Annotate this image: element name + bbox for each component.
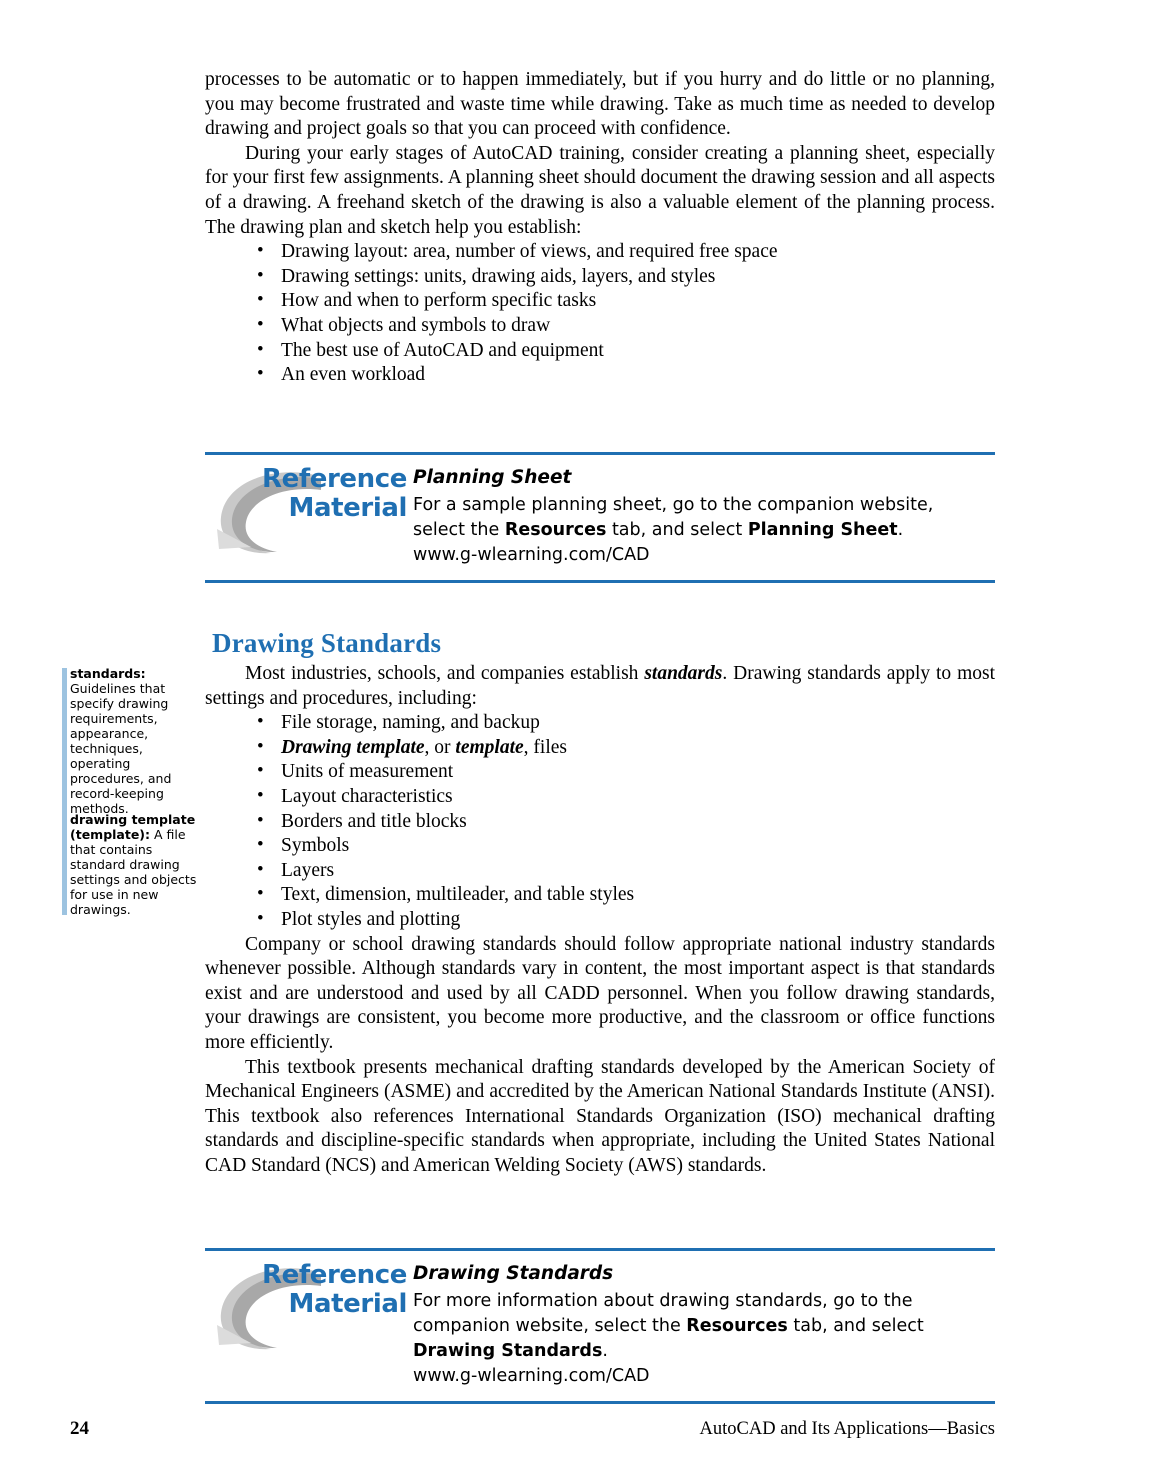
- glossary-term: standards:: [70, 666, 146, 681]
- resources-tab-label: Resources: [686, 1316, 788, 1336]
- list-item: • Layers: [205, 859, 995, 884]
- planning-bullet-list: [205, 240, 995, 388]
- list-item: • Text, dimension, multileader, and table styles: [205, 883, 995, 908]
- term-standards: standards: [644, 663, 723, 684]
- planning-sheet-label: Planning Sheet: [747, 520, 898, 540]
- text-run: select the: [413, 520, 505, 540]
- paragraph-intro-2: During your early stages of AutoCAD training, consider creating a planning sheet, especially for your first few assignments. A planning sheet should document the drawing session and all aspects of a drawing. A freehand sketch of the drawing is also a valuable element of the planning process. The drawing plan and sketch help you establish:: [205, 142, 995, 238]
- reference-material-badge: [211, 459, 407, 559]
- reference-box-title: Planning Sheet: [413, 467, 572, 488]
- glossary-term: drawing template (template):: [70, 812, 196, 842]
- resources-tab-label: Resources: [504, 520, 607, 540]
- list-item: • How and when to perform specific tasks: [205, 289, 995, 314]
- list-item: • Drawing layout: area, number of views, and required free space: [205, 240, 995, 265]
- paragraph-standards-1: [205, 662, 995, 711]
- list-item: • File storage, naming, and backup: [205, 711, 995, 736]
- glossary-definition: A file that contains standard drawing settings and objects for use in new drawings.: [70, 827, 197, 917]
- reference-box-body: [413, 1261, 995, 1389]
- list-item: • Layout characteristics: [205, 785, 995, 810]
- text-run: .: [897, 520, 904, 540]
- reference-box-title: Drawing Standards: [413, 1263, 614, 1284]
- list-item: • Symbols: [205, 834, 995, 859]
- main-text-column: [205, 68, 995, 388]
- glossary-definition: Guidelines that specify drawing requirements, appearance, techniques, operating procedures, and record-keeping methods.: [70, 681, 172, 816]
- badge-line-1: Reference: [261, 1260, 407, 1290]
- page-title: Drawing Standards: [212, 628, 442, 658]
- standards-bullet-list: [205, 711, 995, 932]
- running-head: AutoCAD and Its Applications—Basics: [699, 1419, 995, 1439]
- glossary-accent-bar: [62, 668, 67, 814]
- reference-box-line-3: [413, 1339, 995, 1364]
- text-run: For a sample planning sheet, go to the companion website,: [413, 495, 934, 515]
- reference-box-line-2: [413, 518, 995, 543]
- text-run: . Drawing standards apply to most settings and procedures, including:: [205, 663, 995, 709]
- text-run: , files: [523, 736, 567, 758]
- reference-box-line-2: [413, 1314, 995, 1339]
- paragraph-standards-3: This textbook presents mechanical drafting standards developed by the American Society of Mechanical Engineers (ASME) and accredited by the American National Standards Institute (ANSI). This textbook also references International Standards Organization (ISO) mechanical drafting standards and discipline-specific standards when appropriate, including the United States National CAD Standard (NCS) and American Welding Society (AWS) standards.: [205, 1056, 995, 1176]
- text-run: .: [602, 1341, 608, 1361]
- list-item: • Borders and title blocks: [205, 810, 995, 835]
- badge-line-1: Reference: [261, 464, 407, 494]
- term-drawing-template: Drawing template: [281, 736, 425, 758]
- paragraph-intro-1: processes to be automatic or to happen immediately, but if you hurry and do little or no planning, you may become frustrated and waste time while drawing. Take as much time as needed to develop drawing and project goals so that you can proceed with confidence.: [205, 69, 995, 140]
- list-item: • Plot styles and plotting: [205, 908, 995, 933]
- list-item: • What objects and symbols to draw: [205, 314, 995, 339]
- companion-website-url[interactable]: www.g-wlearning.com/CAD: [413, 1366, 650, 1386]
- badge-line-2: Material: [288, 493, 407, 523]
- term-template: template: [455, 736, 524, 758]
- page-number: 24: [70, 1418, 89, 1439]
- paragraph-standards-2: Company or school drawing standards should follow appropriate national industry standards whenever possible. Although standards vary in content, the most important aspect is that standards exist and are understood and used by all CADD personnel. When you follow drawing standards, your drawings are consistent, you become more productive, and the classroom or office functions more efficiently.: [205, 933, 995, 1053]
- text-run: Most industries, schools, and companies establish: [245, 663, 645, 684]
- text-run: tab, and select: [606, 520, 748, 540]
- text-run: , or: [424, 736, 456, 758]
- divider: [205, 580, 995, 583]
- text-run: companion website, select the: [413, 1316, 687, 1336]
- companion-website-url[interactable]: www.g-wlearning.com/CAD: [413, 545, 650, 565]
- reference-material-wordmark: [262, 465, 407, 523]
- reference-material-wordmark: [262, 1261, 407, 1319]
- text-run: For more information about drawing standards, go to the: [413, 1291, 913, 1311]
- list-item: • Units of measurement: [205, 760, 995, 785]
- text-run: tab, and select: [787, 1316, 924, 1336]
- list-item: • The best use of AutoCAD and equipment: [205, 339, 995, 364]
- reference-box-body: [413, 465, 995, 568]
- badge-line-2: Material: [288, 1289, 407, 1319]
- glossary-note-drawing-template: [70, 812, 202, 917]
- standards-text-column: [205, 662, 995, 1178]
- reference-material-box-drawing-standards: [205, 1248, 995, 1404]
- reference-box-line-1: [413, 493, 995, 518]
- reference-material-box-planning-sheet: [205, 452, 995, 583]
- reference-material-badge: [211, 1255, 407, 1355]
- divider: [205, 1401, 995, 1404]
- reference-box-line-1: [413, 1289, 995, 1314]
- glossary-note-standards: [70, 666, 202, 816]
- glossary-accent-bar: [62, 814, 67, 915]
- list-item-drawing-template: [205, 736, 995, 761]
- list-item: • An even workload: [205, 363, 995, 388]
- list-item: • Drawing settings: units, drawing aids, layers, and styles: [205, 265, 995, 290]
- drawing-standards-label: Drawing Standards: [413, 1341, 603, 1361]
